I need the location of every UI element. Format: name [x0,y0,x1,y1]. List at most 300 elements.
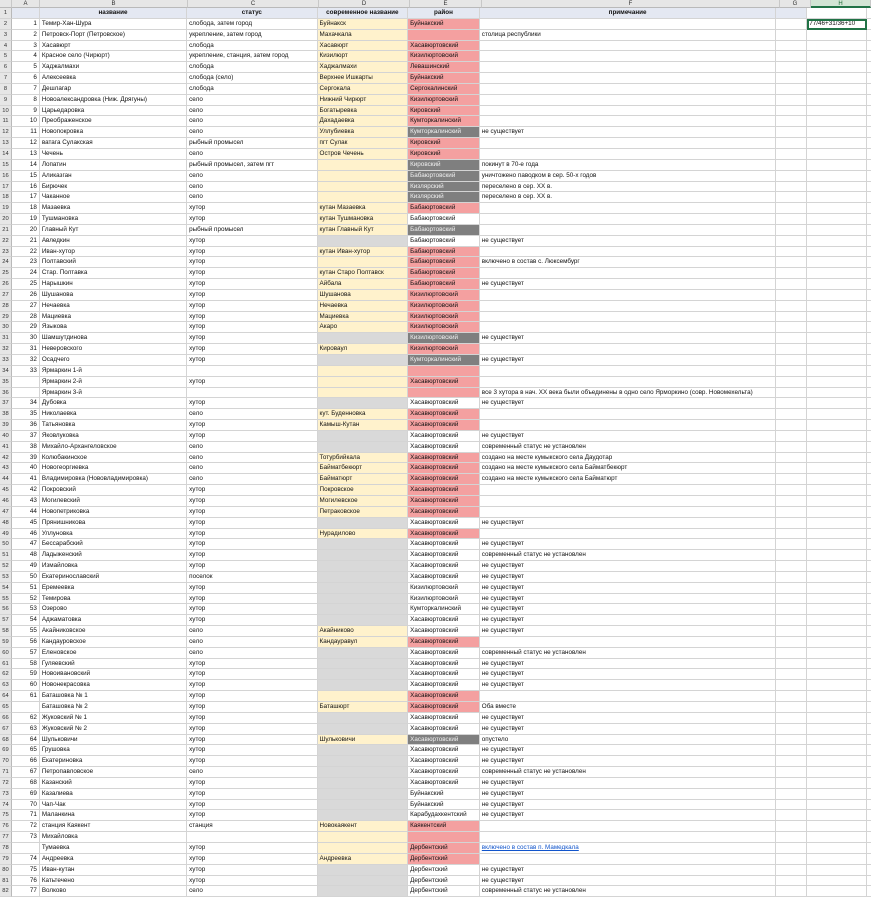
cell-i[interactable] [867,810,871,821]
cell-name[interactable]: Баташовка № 2 [40,702,187,713]
row-number[interactable]: 2 [0,19,12,30]
cell-status[interactable]: хутор [187,789,317,800]
cell-i[interactable] [867,51,871,62]
cell-name[interactable]: Татьяновка [40,420,187,431]
row-number[interactable]: 81 [0,876,12,887]
cell-modern-name[interactable] [318,876,409,887]
cell-name[interactable]: Нарышкин [40,279,187,290]
cell-index[interactable]: 20 [12,225,40,236]
cell-i[interactable] [867,529,871,540]
cell-modern-name[interactable]: Кизилюрт [318,51,409,62]
cell-name[interactable]: Шульковичи [40,735,187,746]
cell-modern-name[interactable] [318,865,409,876]
cell-modern-name[interactable] [318,583,409,594]
cell-index[interactable]: 32 [12,355,40,366]
cell-status[interactable]: станция [187,821,317,832]
cell-status[interactable]: хутор [187,398,317,409]
cell-name[interactable]: Михайло-Архангеловское [40,442,187,453]
cell-note[interactable] [480,691,777,702]
cell-i[interactable] [867,203,871,214]
cell-h[interactable] [807,366,867,377]
cell-district[interactable]: Кизилюртовский [408,95,480,106]
cell-g[interactable] [776,409,807,420]
cell-status[interactable] [187,366,317,377]
cell-h[interactable] [807,724,867,735]
cell-district[interactable]: Хасавюртовский [408,561,480,572]
cell-modern-name[interactable] [318,604,409,615]
cell-index[interactable]: 17 [12,192,40,203]
cell-modern-name[interactable] [318,724,409,735]
cell-i[interactable] [867,756,871,767]
cell-g[interactable] [776,62,807,73]
cell-district[interactable]: Хасавюртовский [408,409,480,420]
cell-g[interactable] [776,355,807,366]
cell-name[interactable]: Акайниковское [40,626,187,637]
cell-g[interactable] [776,810,807,821]
cell-name[interactable]: Гуляевский [40,659,187,670]
cell-name[interactable]: Волково [40,886,187,897]
cell-i[interactable] [867,507,871,518]
cell-i[interactable] [867,279,871,290]
cell-note[interactable]: современный статус не установлен [480,550,777,561]
cell-status[interactable]: хутор [187,496,317,507]
cell-status[interactable]: хутор [187,529,317,540]
cell-i[interactable] [867,821,871,832]
cell-note[interactable] [480,290,777,301]
cell-g[interactable] [776,702,807,713]
cell-district[interactable] [408,30,480,41]
cell-status[interactable]: хутор [187,550,317,561]
cell-h[interactable] [807,377,867,388]
cell-index[interactable]: 42 [12,485,40,496]
cell-district[interactable]: Хасавюртовский [408,745,480,756]
cell-modern-name[interactable]: Шушанова [318,290,409,301]
cell-i[interactable] [867,485,871,496]
cell-g[interactable] [776,572,807,583]
cell-g[interactable] [776,377,807,388]
row-number[interactable]: 30 [0,322,12,333]
cell-index[interactable]: 54 [12,615,40,626]
cell-modern-name[interactable]: Мациевка [318,312,409,323]
cell-modern-name[interactable] [318,843,409,854]
cell-district[interactable]: Хасавюртовский [408,398,480,409]
cell-name[interactable]: Авледкин [40,236,187,247]
cell-name[interactable]: Иван-хутор [40,247,187,258]
cell-index[interactable]: 39 [12,453,40,464]
cell-h[interactable] [807,659,867,670]
cell-note[interactable]: не существует [480,604,777,615]
cell-h[interactable] [807,626,867,637]
cell-h[interactable] [807,149,867,160]
cell-index[interactable]: 52 [12,594,40,605]
cell-name[interactable]: Колюбакинское [40,453,187,464]
row-number[interactable]: 68 [0,735,12,746]
cell-note[interactable] [480,377,777,388]
cell-name[interactable]: Жуковский № 2 [40,724,187,735]
cell-modern-name[interactable]: Нурадилово [318,529,409,540]
cell-h[interactable] [807,648,867,659]
cell-i[interactable] [867,637,871,648]
cell-g[interactable] [776,713,807,724]
cell-i[interactable] [867,691,871,702]
cell-status[interactable]: хутор [187,745,317,756]
cell-note[interactable]: не существует [480,127,777,138]
row-number[interactable]: 13 [0,138,12,149]
cell-note[interactable] [480,832,777,843]
row-number[interactable]: 74 [0,800,12,811]
cell-h[interactable] [807,442,867,453]
cell-modern-name[interactable] [318,355,409,366]
cell-i[interactable] [867,680,871,691]
cell-name[interactable]: Лопатин [40,160,187,171]
cell-g[interactable] [776,333,807,344]
cell-index[interactable]: 19 [12,214,40,225]
cell-index[interactable]: 8 [12,95,40,106]
cell-index[interactable]: 51 [12,583,40,594]
cell-modern-name[interactable]: Уллубиевка [318,127,409,138]
cell-note[interactable]: не существует [480,724,777,735]
header-district[interactable]: район [408,8,480,19]
cell-name[interactable]: Осадчего [40,355,187,366]
cell-h[interactable] [807,355,867,366]
cell-status[interactable]: хутор [187,724,317,735]
cell-note[interactable]: опустело [480,735,777,746]
cell-modern-name[interactable]: Хасавюрт [318,41,409,52]
cell-status[interactable]: хутор [187,594,317,605]
cell-district[interactable]: Кумторкалинский [408,604,480,615]
cell-modern-name[interactable] [318,800,409,811]
cell-note[interactable]: современный статус не установлен [480,767,777,778]
cell-modern-name[interactable]: Дахадаевка [318,116,409,127]
cell-g[interactable] [776,637,807,648]
cell-modern-name[interactable]: кутан Иван-хутор [318,247,409,258]
cell-index[interactable]: 34 [12,398,40,409]
cell-district[interactable]: Кизилюртовский [408,344,480,355]
cell-status[interactable]: село [187,106,317,117]
cell-district[interactable]: Кумторкалинский [408,116,480,127]
cell-note[interactable] [480,73,777,84]
row-number[interactable]: 1 [0,8,12,19]
row-number[interactable]: 62 [0,669,12,680]
select-all-corner[interactable] [0,0,12,8]
cell-name[interactable]: Грушовка [40,745,187,756]
row-number[interactable]: 25 [0,268,12,279]
cell-name[interactable]: Дешлагар [40,84,187,95]
cell-i[interactable] [867,355,871,366]
cell-i[interactable] [867,767,871,778]
cell-i[interactable] [867,73,871,84]
cell-district[interactable]: Хасавюртовский [408,529,480,540]
cell-h[interactable] [807,702,867,713]
cell-i[interactable] [867,745,871,756]
cell-district[interactable]: Бабаюртовский [408,279,480,290]
cell-g[interactable] [776,767,807,778]
cell-status[interactable]: село [187,95,317,106]
cell-g[interactable] [776,756,807,767]
cell-note[interactable]: не существует [480,594,777,605]
cell-modern-name[interactable] [318,171,409,182]
cell-modern-name[interactable]: Байматбекюрт [318,463,409,474]
cell-district[interactable]: Бабаюртовский [408,203,480,214]
cell-h[interactable] [807,594,867,605]
cell-i[interactable] [867,724,871,735]
cell-note[interactable] [480,214,777,225]
row-number[interactable]: 42 [0,453,12,464]
cell-g[interactable] [776,420,807,431]
cell-name[interactable]: Новоивановский [40,669,187,680]
cell-index[interactable]: 24 [12,268,40,279]
cell-name[interactable]: Новопокровка [40,127,187,138]
row-number[interactable]: 34 [0,366,12,377]
row-number[interactable]: 51 [0,550,12,561]
cell-note[interactable] [480,529,777,540]
cell-i[interactable] [867,127,871,138]
cell-district[interactable]: Хасавюртовский [408,659,480,670]
cell-note[interactable]: включено в состав п. Мамедкала [480,843,777,854]
cell-index[interactable]: 1 [12,19,40,30]
cell-district[interactable]: Хасавюртовский [408,680,480,691]
cell-h[interactable] [807,669,867,680]
cell-i[interactable] [867,702,871,713]
cell-modern-name[interactable] [318,388,409,399]
cell-district[interactable]: Буйнакский [408,789,480,800]
cell-note[interactable]: современный статус не установлен [480,442,777,453]
cell-status[interactable]: рыбный промысел, затем пгт [187,160,317,171]
cell-note[interactable]: все 3 хутора в нач. XX века были объединены в одно село Ярморкино (совр. Новомехельта) [480,388,777,399]
cell-district[interactable]: Кизлярский [408,192,480,203]
cell-name[interactable]: Озерово [40,604,187,615]
cell-status[interactable]: хутор [187,268,317,279]
cell-name[interactable]: Главный Кут [40,225,187,236]
row-number[interactable]: 11 [0,116,12,127]
cell-district[interactable]: Бабаюртовский [408,214,480,225]
cell-i[interactable] [867,539,871,550]
cell-g[interactable] [776,821,807,832]
cell-g[interactable] [776,615,807,626]
cell-district[interactable]: Хасавюртовский [408,713,480,724]
cell-modern-name[interactable] [318,377,409,388]
cell-h[interactable] [807,507,867,518]
cell-i[interactable] [867,333,871,344]
cell-modern-name[interactable] [318,680,409,691]
cell-note[interactable] [480,149,777,160]
cell-h[interactable] [807,127,867,138]
cell-index[interactable]: 53 [12,604,40,615]
cell-index[interactable]: 40 [12,463,40,474]
cell-district[interactable]: Хасавюртовский [408,453,480,464]
cell-i[interactable] [867,604,871,615]
cell-district[interactable] [408,388,480,399]
row-number[interactable]: 66 [0,713,12,724]
cell-note[interactable] [480,225,777,236]
col-header-a[interactable]: A [12,0,40,8]
cell-note[interactable]: современный статус не установлен [480,886,777,897]
cell-h[interactable] [807,290,867,301]
cell-note[interactable] [480,62,777,73]
cell-district[interactable]: Хасавюртовский [408,615,480,626]
cell-modern-name[interactable]: кутан Тушмановка [318,214,409,225]
cell-name[interactable]: Екатериновка [40,756,187,767]
cell-note[interactable] [480,312,777,323]
cell-modern-name[interactable]: Покровское [318,485,409,496]
cell-status[interactable]: село [187,442,317,453]
cell-name[interactable]: Преображенское [40,116,187,127]
cell-g[interactable] [776,19,807,30]
cell-note[interactable]: не существует [480,680,777,691]
cell-status[interactable]: хутор [187,865,317,876]
cell-district[interactable]: Хасавюртовский [408,691,480,702]
cell-h[interactable] [807,203,867,214]
row-number[interactable]: 15 [0,160,12,171]
cell-index[interactable]: 12 [12,138,40,149]
cell-h[interactable] [807,637,867,648]
cell-name[interactable]: Жуковский № 1 [40,713,187,724]
cell-i[interactable] [867,843,871,854]
row-number[interactable]: 47 [0,507,12,518]
row-number[interactable]: 79 [0,854,12,865]
cell-district[interactable]: Хасавюртовский [408,377,480,388]
cell-i[interactable] [867,290,871,301]
cell-note[interactable]: переселено в сер. XX в. [480,192,777,203]
row-number[interactable]: 27 [0,290,12,301]
cell-i[interactable] [867,659,871,670]
cell-g[interactable] [776,247,807,258]
row-number[interactable]: 45 [0,485,12,496]
cell-index[interactable]: 64 [12,735,40,746]
cell-modern-name[interactable] [318,789,409,800]
col-header-b[interactable]: B [40,0,188,8]
cell-status[interactable]: хутор [187,431,317,442]
header-name[interactable]: название [40,8,187,19]
cell-index[interactable]: 29 [12,322,40,333]
cell-i[interactable] [867,854,871,865]
cell-i[interactable] [867,615,871,626]
row-number[interactable]: 10 [0,106,12,117]
cell-g[interactable] [776,474,807,485]
row-number[interactable]: 24 [0,257,12,268]
cell-g[interactable] [776,724,807,735]
cell-i[interactable] [867,453,871,464]
cell-h[interactable] [807,735,867,746]
cell-modern-name[interactable]: Новокаякент [318,821,409,832]
row-number[interactable]: 23 [0,247,12,258]
cell-i[interactable] [867,594,871,605]
cell-h[interactable] [807,615,867,626]
cell-index[interactable]: 2 [12,30,40,41]
cell-index[interactable] [12,388,40,399]
cell-district[interactable]: Кумторкалинский [408,127,480,138]
cell-name[interactable]: Новопетриковка [40,507,187,518]
cell-i[interactable] [867,160,871,171]
cell-index[interactable]: 48 [12,550,40,561]
cell-index[interactable]: 60 [12,680,40,691]
cell-i[interactable] [867,84,871,95]
cell-name[interactable]: Тушмановка [40,214,187,225]
cell-district[interactable]: Хасавюртовский [408,474,480,485]
cell-i[interactable] [867,95,871,106]
row-number[interactable]: 73 [0,789,12,800]
cell-note[interactable]: не существует [480,745,777,756]
cell-status[interactable]: хутор [187,344,317,355]
row-number[interactable]: 41 [0,442,12,453]
cell-status[interactable]: хутор [187,247,317,258]
cell-status[interactable]: хутор [187,778,317,789]
cell-status[interactable]: село [187,127,317,138]
cell-note[interactable]: не существует [480,669,777,680]
cell-i[interactable] [867,474,871,485]
cell-index[interactable]: 25 [12,279,40,290]
row-number[interactable]: 20 [0,214,12,225]
cell-i[interactable] [867,572,871,583]
cell-index[interactable]: 28 [12,312,40,323]
cell-district[interactable]: Хасавюртовский [408,41,480,52]
cell-modern-name[interactable] [318,398,409,409]
cell-g[interactable] [776,583,807,594]
cell-note[interactable] [480,366,777,377]
cell-note[interactable]: современный статус не установлен [480,648,777,659]
cell-i[interactable] [867,106,871,117]
cell-name[interactable]: Новонекрасовка [40,680,187,691]
cell-district[interactable]: Бабаюртовский [408,171,480,182]
cell-index[interactable]: 9 [12,106,40,117]
cell-index[interactable]: 4 [12,51,40,62]
cell-modern-name[interactable] [318,756,409,767]
cell-h[interactable] [807,62,867,73]
cell-i[interactable] [867,431,871,442]
cell-district[interactable]: Дербентский [408,843,480,854]
cell-index[interactable]: 74 [12,854,40,865]
cell-i[interactable] [867,398,871,409]
cell-note[interactable]: не существует [480,431,777,442]
row-number[interactable]: 39 [0,420,12,431]
cell-g[interactable] [776,257,807,268]
cell-h[interactable] [807,713,867,724]
cell-district[interactable]: Хасавюртовский [408,724,480,735]
cell-g[interactable] [776,843,807,854]
cell-note[interactable] [480,84,777,95]
cell-name[interactable]: Петропавловское [40,767,187,778]
cell-status[interactable]: хутор [187,604,317,615]
cell-name[interactable]: Уллуновка [40,529,187,540]
cell-status[interactable]: хутор [187,854,317,865]
row-number[interactable]: 31 [0,333,12,344]
row-number[interactable]: 32 [0,344,12,355]
cell-i[interactable] [867,800,871,811]
col-header-c[interactable]: C [188,0,319,8]
cell-note[interactable] [480,420,777,431]
cell-name[interactable]: Чечень [40,149,187,160]
cell-note[interactable]: не существует [480,626,777,637]
cell-district[interactable]: Хасавюртовский [408,442,480,453]
cell-note[interactable]: не существует [480,398,777,409]
row-number[interactable]: 14 [0,149,12,160]
cell-i[interactable] [867,409,871,420]
cell-index[interactable]: 75 [12,865,40,876]
row-number[interactable]: 7 [0,73,12,84]
cell-g[interactable] [776,648,807,659]
cell-index[interactable]: 70 [12,800,40,811]
cell-district[interactable] [408,366,480,377]
cell-modern-name[interactable] [318,691,409,702]
cell-note[interactable] [480,95,777,106]
cell-g[interactable] [776,604,807,615]
cell-status[interactable]: хутор [187,669,317,680]
row-number[interactable]: 22 [0,236,12,247]
cell-g[interactable] [776,73,807,84]
cell-status[interactable]: хутор [187,800,317,811]
row-number[interactable]: 8 [0,84,12,95]
cell-name[interactable]: Яковлуковка [40,431,187,442]
